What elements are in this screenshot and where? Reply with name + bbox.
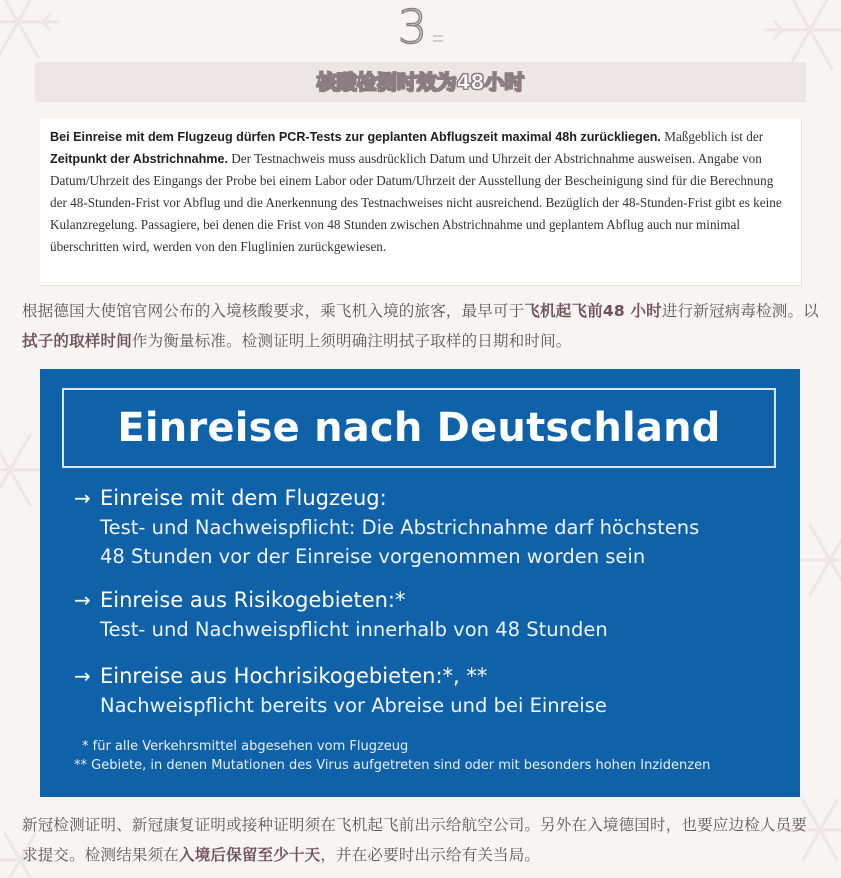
section-number [0,0,841,56]
quote-bold-term: Zeitpunkt der Abstrichnahme. [50,152,228,166]
paragraph-2-highlight: 入境后保留至少十天 [179,846,321,864]
paragraph-1-highlight-b: 拭子的取样时间 [22,332,132,350]
rule-item-title: Einreise aus Risikogebieten:* [100,588,406,612]
explanation-paragraph-1 [22,296,822,356]
paragraph-1-text-a: 根据德国大使馆官网公布的入境核酸要求，乘飞机入境的旅客，最早可于 [22,302,525,320]
rule-item-risk-areas [74,585,774,644]
rule-item-title: Einreise mit dem Flugzeug: [100,486,387,510]
rule-item-detail-line: Test- und Nachweispflicht innerhalb von 48 Stunden [100,618,608,641]
rule-item-title: Einreise aus Hochrisikogebieten:*, ** [100,664,488,688]
double-dash-icon [433,35,443,42]
panel-footnotes [74,737,774,775]
rule-item-head [74,585,774,615]
explanation-paragraph-2 [22,810,822,870]
section-number-digit: 3 [397,0,428,54]
arrow-right-icon: → [74,588,91,612]
arrow-right-icon: → [74,664,91,688]
arrow-right-icon: → [74,486,91,510]
quote-text-1: Maßgeblich ist der [660,129,764,144]
rule-item-head [74,661,774,691]
rule-item-detail-line: Nachweispflicht bereits vor Abreise und bei Einreise [100,694,607,717]
section-title-bar [35,62,806,102]
rule-item-head [74,483,774,513]
paragraph-1-text-b: 进行新冠病毒检测。以 [661,302,819,320]
rule-item-detail-line: Test- und Nachweispflicht: Die Abstrichnahme darf höchstens [100,516,700,539]
rule-item-detail-line: 48 Stunden vor der Einreise vorgenommen worden sein [100,545,646,568]
panel-heading: Einreise nach Deutschland [117,405,721,451]
regulation-quote-box [40,118,802,286]
quote-text-2: Der Testnachweis muss ausdrücklich Datum und Uhrzeit der Abstrichnahme ausweisen. Angabe von Datum/Uhrzeit des Eingangs der Probe bei einem Labor oder Datum/Uhrzeit der Ausstellung der Bescheinigung sind für die Berechnung der 48-Stunden-Frist vor Abflug und die Anerkennung des Testnachweises nicht ausreichend. Bezüglich der 48-Stunden-Frist gibt es keine Kulanzregelung. Passagiere, bei denen die Frist von 48 Stunden zwischen Abstrichnahme und geplantem Abflug auch nur minimal überschritten wird, werden von den Fluglinien zurückgewiesen. [50,151,782,254]
paragraph-2-text-b: ，并在必要时出示给有关当局。 [320,846,541,864]
entry-rules-panel [40,369,800,797]
paragraph-1-text-c: 作为衡量标准。检测证明上须明确注明拭子取样的日期和时间。 [131,332,572,350]
footnote-double-asterisk: ** Gebiete, in denen Mutationen des Virus aufgetreten sind oder mit besonders hohen Inzidenzen [74,758,711,773]
rule-item-airplane [74,483,774,571]
paragraph-1-highlight-a: 飞机起飞前48 小时 [524,302,662,320]
paragraph-2-text-a: 新冠检测证明、新冠康复证明或接种证明须在飞机起飞前出示给航空公司。另外在入境德国时，也要应边检人员要求提交。检测结果须在 [22,816,808,864]
footnote-single-asterisk: * für alle Verkehrsmittel abgesehen vom Flugzeug [82,739,409,754]
rule-item-high-risk-areas [74,661,774,720]
quote-bold-lead: Bei Einreise mit dem Flugzeug dürfen PCR-Tests zur geplanten Abflugszeit maximal 48h zurückliegen. [50,130,661,144]
section-title: 核酸检测时效为48小时 [316,70,525,94]
panel-heading-frame [62,388,776,468]
